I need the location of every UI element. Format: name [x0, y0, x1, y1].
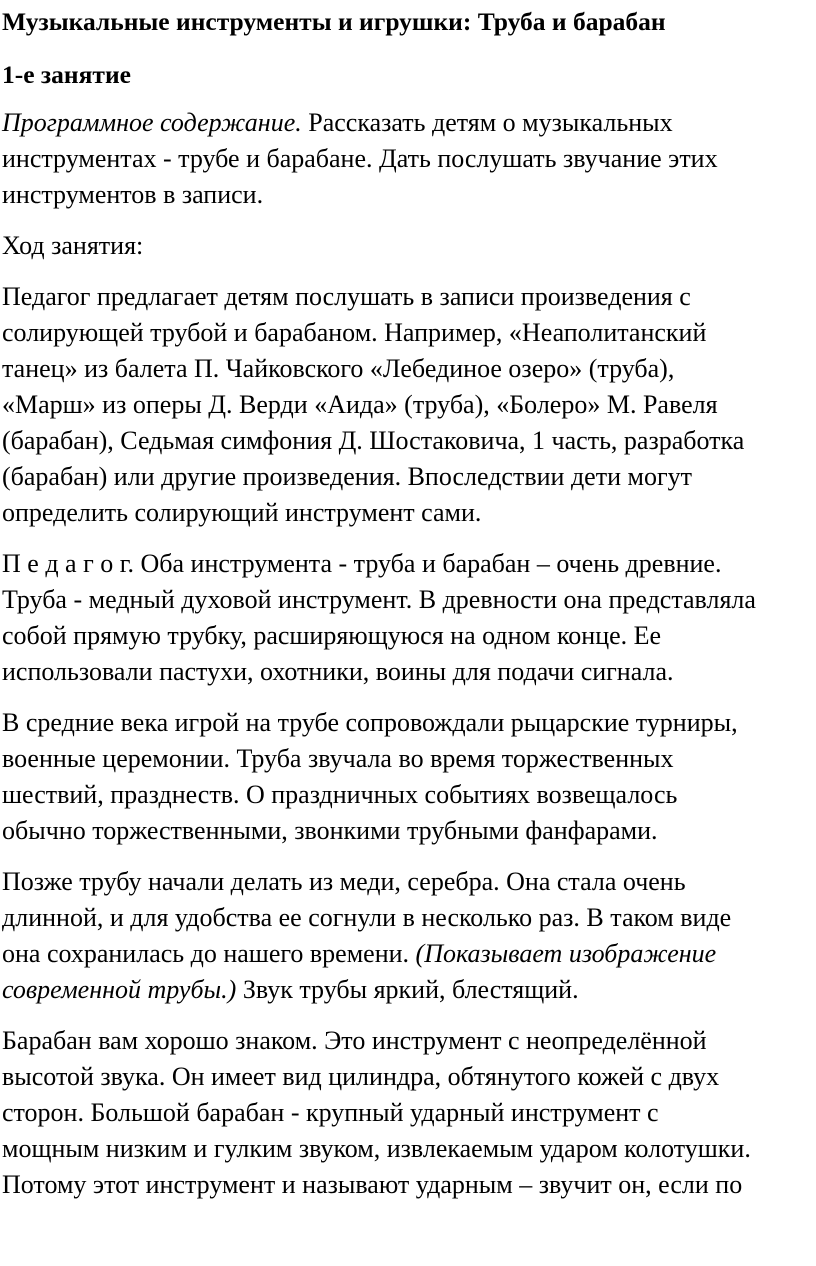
text-line: длинной, и для удобства ее согнули в несколько раз. В таком виде	[2, 903, 732, 932]
text-line: Ход занятия:	[2, 231, 144, 260]
text-line: Педагог предлагает детям послушать в записи произведения с	[2, 282, 691, 311]
text-line: (барабан), Седьмая симфония Д. Шостаковича, 1 часть, разработка	[2, 426, 745, 455]
paragraph-middle-ages	[2, 705, 816, 849]
stage-direction: современной трубы.)	[2, 975, 237, 1004]
text-line: собой прямую трубку, расширяющуюся на одном конце. Ее	[2, 621, 662, 650]
text-line: обычно торжественными, звонкими трубными фанфарами.	[2, 816, 658, 845]
paragraph-lesson-flow-heading	[2, 228, 816, 264]
text-line: «Марш» из оперы Д. Верди «Аида» (труба), «Болеро» М. Равеля	[2, 390, 718, 419]
text-line: В средние века игрой на трубе сопровождали рыцарские турниры,	[2, 708, 738, 737]
text-line: высотой звука. Он имеет вид цилиндра, обтянутого кожей с двух	[2, 1062, 720, 1091]
speaker-label: П е д а г о г.	[2, 549, 134, 578]
text-line: шествий, празднеств. О праздничных событиях возвещалось	[2, 780, 678, 809]
text-line	[2, 105, 816, 141]
text-segment: Оба инструмента - труба и барабан – очень древние.	[133, 549, 722, 578]
paragraph-teacher-trumpet	[2, 546, 816, 690]
text-line: инструментах - трубе и барабане. Дать послушать звучание этих	[2, 144, 718, 173]
text-line: определить солирующий инструмент сами.	[2, 498, 482, 527]
text-line: (барабан) или другие произведения. Впоследствии дети могут	[2, 462, 692, 491]
text-line: инструментов в записи.	[2, 180, 264, 209]
text-line: Труба - медный духовой инструмент. В древности она представляла	[2, 585, 756, 614]
text-line: солирующей трубой и барабаном. Например, «Неаполитанский	[2, 318, 707, 347]
text-line	[2, 972, 816, 1008]
paragraph-listening	[2, 279, 816, 531]
text-line: Потому этот инструмент и называют ударным – звучит он, если по	[2, 1170, 743, 1199]
paragraph-program-content	[2, 105, 816, 213]
lesson-number: 1-е занятие	[2, 60, 131, 89]
paragraph-modern-trumpet	[2, 864, 816, 1008]
text-line: сторон. Большой барабан - крупный ударный инструмент с	[2, 1098, 659, 1127]
program-content-label: Программное содержание.	[2, 108, 302, 137]
paragraph-drum	[2, 1023, 816, 1203]
text-segment: Рассказать детям о музыкальных	[301, 108, 673, 137]
document-title: Музыкальные инструменты и игрушки: Труба и барабан	[2, 7, 666, 36]
text-line: мощным низким и гулким звуком, извлекаемым ударом колотушки.	[2, 1134, 751, 1163]
text-line: военные церемонии. Труба звучала во время торжественных	[2, 744, 674, 773]
text-line	[2, 936, 816, 972]
text-segment: она сохранилась до нашего времени.	[2, 939, 416, 968]
text-line: танец» из балета П. Чайковского «Лебединое озеро» (труба),	[2, 354, 675, 383]
text-line: использовали пастухи, охотники, воины для подачи сигнала.	[2, 657, 674, 686]
text-line	[2, 546, 816, 582]
text-line: Барабан вам хорошо знаком. Это инструмент с неопределённой	[2, 1026, 707, 1055]
document-body	[2, 105, 816, 1218]
stage-direction: (Показывает изображение	[415, 939, 717, 968]
text-segment: Звук трубы яркий, блестящий.	[236, 975, 579, 1004]
text-line: Позже трубу начали делать из меди, серебра. Она стала очень	[2, 867, 686, 896]
